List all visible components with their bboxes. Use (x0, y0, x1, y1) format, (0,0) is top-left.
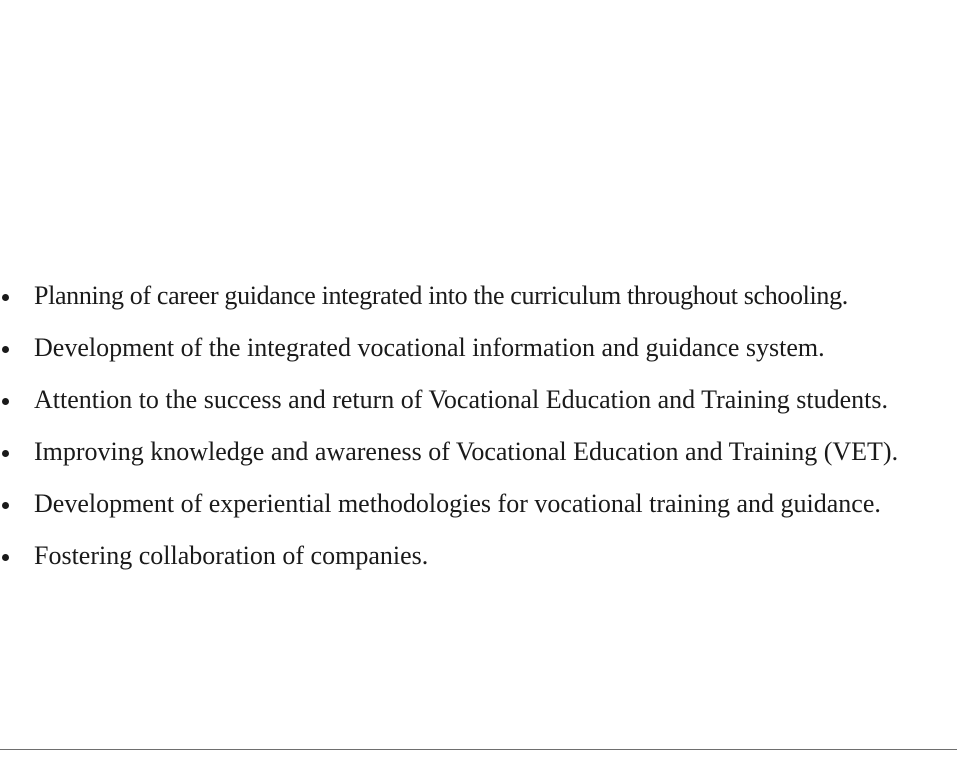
list-item (0, 426, 940, 478)
bullet-icon (2, 294, 9, 301)
bullet-icon (2, 450, 9, 457)
bottom-divider (0, 749, 957, 750)
bullet-icon (2, 398, 9, 405)
bullet-icon (2, 346, 9, 353)
bullet-icon (2, 554, 9, 561)
list-item-text: Development of the integrated vocational information and guidance system. (34, 333, 825, 362)
list-item-text: Attention to the success and return of Vocational Education and Training students. (34, 385, 889, 414)
list-item-text: Fostering collaboration of companies. (34, 541, 429, 570)
list-item (0, 530, 940, 582)
list-item (0, 270, 940, 322)
list-item (0, 478, 940, 530)
bullet-icon (2, 502, 9, 509)
list-item (0, 374, 940, 426)
list-item-text: Development of experiential methodologies for vocational training and guidance. (34, 489, 881, 518)
list-item-text: Planning of career guidance integrated into the curriculum throughout schooling. (34, 281, 848, 310)
list-item (0, 322, 940, 374)
bullet-list (0, 270, 940, 582)
list-item-text: Improving knowledge and awareness of Vocational Education and Training (VET). (34, 437, 899, 466)
